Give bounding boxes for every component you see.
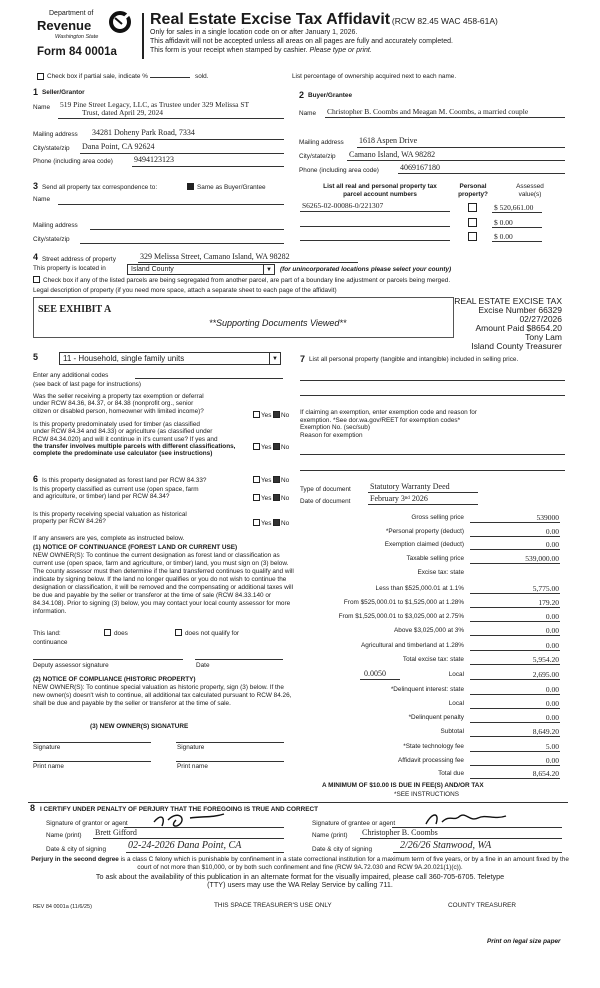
list-percentage-note: List percentage of ownership acquired next to each name.: [292, 73, 457, 80]
seller-mail-label: Mailing address: [33, 131, 78, 138]
grantor-name-label: Name (print): [46, 832, 82, 839]
corr-city-label: City/state/zip: [33, 236, 70, 243]
deputy-sig-label: Deputy assessor signature: [33, 662, 109, 669]
grantor-name[interactable]: Brett Gifford: [95, 828, 137, 837]
yes-label: Yes: [261, 477, 272, 484]
form-number: Form 84 0001a: [37, 46, 117, 58]
compliance-body: NEW OWNER(S): To continue special valuation as historic property, sign (3) below. If the new owner(s) doesn't wish to continue, all additional tax calculated pursuant to RCW 84.26, shall be due and payable by the seller or transferor at the time of sale.: [33, 684, 292, 707]
no-label: No: [281, 520, 290, 527]
correspondence-label: Send all property tax correspondence to:: [42, 184, 158, 191]
grantee-sig-label: Signature of grantee or agent: [312, 820, 396, 827]
calc-row-label: Affidavit processing fee: [398, 757, 464, 764]
yes-label: Yes: [261, 412, 272, 419]
calc-row-value[interactable]: 5,954.20: [470, 655, 560, 665]
exemption-no-checkbox[interactable]: [273, 411, 280, 418]
calc-row-value[interactable]: 0.00: [470, 540, 560, 550]
located-label: This property is located in: [33, 265, 106, 272]
section-3-number: 3: [33, 181, 39, 191]
buyer-phone-label: Phone (including area code): [299, 167, 379, 174]
corr-mail-label: Mailing address: [33, 222, 78, 229]
personal-property-checkbox[interactable]: [468, 203, 477, 212]
buyer-name[interactable]: Christopher B. Coombs and Meagan M. Coombs, a married couple: [327, 107, 529, 116]
calc-row-label: Exemption claimed (deduct): [384, 541, 464, 548]
section-4-number: 4: [33, 252, 39, 262]
seller-name-2: Trust, dated April 29, 2024: [82, 108, 163, 117]
new-owner-sig-title: (3) NEW OWNER(S) SIGNATURE: [90, 723, 189, 730]
buyer-mail-label: Mailing address: [299, 139, 344, 146]
personal-col-header: Personal property?: [458, 183, 488, 198]
calc-row-value[interactable]: 0.00: [470, 626, 560, 636]
form-title: Real Estate Excise Tax Affidavit (RCW 82.45 WAC 458-61A): [150, 11, 498, 28]
continuance-body: NEW OWNER(S): To continue the current designation as forest land or classification as current use (open space, farm and agriculture, or timber) land, you must sign on (3) below. The county assessor must then determine if the land transferred continues to qualify and will indicate by signing below. If the land no longer qualifies or you do not wish to continue the designation or classification, it will be removed and the compensating or additional taxes will be due and payable by the seller or transferor at the time of sale (RCW 84.33.140 or 84.34.108). Prior to signing (3) below, you may contact your local county assessor for more information.: [33, 552, 294, 615]
section-7-number: 7: [300, 354, 306, 364]
section-5-number: 5: [33, 352, 39, 362]
does-not-checkbox[interactable]: [175, 629, 182, 636]
compliance-title: (2) NOTICE OF COMPLIANCE (HISTORIC PROPERTY): [33, 676, 196, 683]
calc-row-value[interactable]: 2,695.00: [470, 670, 560, 680]
header-divider: [142, 13, 144, 59]
this-land-label: This land:: [33, 630, 61, 637]
grantee-name-label: Name (print): [312, 832, 348, 839]
assessed-col-header: Assessed value(s): [516, 183, 544, 198]
revision-label: REV 84 0001a (11/6/25): [33, 904, 92, 910]
calc-row-value[interactable]: 0.00: [470, 756, 560, 766]
timber-no-checkbox[interactable]: [273, 443, 280, 450]
owner-print-name-label: Print name: [177, 763, 208, 770]
section-8-number: 8: [30, 803, 36, 813]
calc-row-label: Above $3,025,000 at 3%: [394, 627, 464, 634]
historic-no-checkbox[interactable]: [273, 519, 280, 526]
intro-line-1: Only for sales in a single location code on or after January 1, 2026.: [150, 29, 358, 36]
property-street[interactable]: 329 Melissa Street, Camano Island, WA 98282: [140, 252, 290, 261]
calc-row-label: Gross selling price: [411, 514, 464, 521]
seller-mail[interactable]: 34281 Doheny Park Road, 7334: [92, 128, 195, 137]
dept-label: Department of: [49, 10, 94, 17]
continuance-label: continuance: [33, 639, 68, 646]
same-as-buyer-checkbox[interactable]: [187, 183, 194, 190]
section-2-number: 2: [299, 90, 305, 100]
grantee-date-label: Date & city of signing: [312, 846, 373, 853]
doc-type[interactable]: Statutory Warranty Deed: [370, 482, 450, 491]
calc-row-value[interactable]: 0.00: [470, 612, 560, 622]
calc-row-label: *Delinquent penalty: [408, 714, 464, 721]
local-rate: 0.0050: [364, 669, 386, 678]
seller-phone-label: Phone (including area code): [33, 158, 113, 165]
calc-row-value[interactable]: 179.20: [470, 598, 560, 608]
timber-yes-checkbox[interactable]: [253, 443, 260, 450]
seller-heading: Seller/Grantor: [42, 89, 85, 96]
any-yes-note: If any answers are yes, complete as instructed below.: [33, 535, 185, 542]
segregated-checkbox[interactable]: [33, 276, 40, 283]
assessed-value[interactable]: $ 0.00: [494, 232, 513, 241]
forest-question: Is this property designated as forest land per RCW 84.33?: [42, 477, 207, 484]
calc-row-value[interactable]: 0.00: [470, 713, 560, 723]
calc-row-label: Taxable selling price: [406, 555, 464, 562]
calc-row-label: Agricultural and timberland at 1.28%: [360, 642, 464, 649]
current-use-yes-checkbox[interactable]: [253, 494, 260, 501]
calc-row-label: Less than $525,000.01 at 1.1%: [375, 585, 464, 592]
no-label: No: [281, 477, 290, 484]
calc-row-value[interactable]: 8,654.20: [470, 769, 560, 779]
county-select[interactable]: Island County ▼: [127, 264, 275, 275]
yes-label: Yes: [261, 520, 272, 527]
same-as-buyer-label: Same as Buyer/Grantee: [197, 184, 266, 191]
calc-row-value[interactable]: 0.00: [470, 641, 560, 651]
street-label: Street address of property: [42, 256, 116, 263]
buyer-city[interactable]: Camano Island, WA 98282: [349, 150, 436, 159]
chevron-down-icon: ▼: [269, 353, 280, 365]
buyer-phone[interactable]: 4069167180: [400, 163, 440, 172]
seller-phone[interactable]: 9494123123: [134, 155, 174, 164]
additional-codes-label: Enter any additional codes: [33, 372, 109, 379]
perjury-notice: Perjury in the second degree is a class C felony which is punishable by confinement in a state correctional institution for a maximum term of five years, or by a fine in an amount fixed by the court of not more than $10,000, or by both such confinement and fine (RCW 9A.72.030 and RCW 9A.20.021(1)(c)).: [31, 856, 569, 871]
assessed-value[interactable]: $ 0.00: [494, 218, 513, 227]
calc-row-label: Total excise tax: state: [402, 656, 464, 663]
legal-description-label: Legal description of property (if you need more space, attach a separate sheet to each page of the affidavit): [33, 287, 337, 294]
buyer-city-label: City/state/zip: [299, 153, 336, 160]
calc-row-value[interactable]: 5,775.00: [470, 584, 560, 594]
personal-property-checkbox[interactable]: [468, 218, 477, 227]
no-label: No: [281, 495, 290, 502]
use-code-select[interactable]: 11 - Household, single family units ▼: [59, 352, 281, 365]
owner-signature-label: Signature: [33, 744, 61, 751]
calc-row-value[interactable]: 0.00: [470, 699, 560, 709]
does-checkbox[interactable]: [104, 629, 111, 636]
yes-label: Yes: [261, 495, 272, 502]
treasurer-stamp: REAL ESTATE EXCISE TAX Excise Number 66329 02/27/2026 Amount Paid $8654.20 Tony Lam Island County Treasurer: [454, 296, 562, 351]
forest-yes-checkbox[interactable]: [253, 476, 260, 483]
owner-print-name-label: Print name: [33, 763, 64, 770]
personal-property-label: List all personal property (tangible and intangible) included in selling price.: [309, 356, 519, 363]
current-use-question: Is this property classified as current use (open space, farm and agriculture, or timber) land per RCW 84.34?: [33, 486, 199, 501]
calc-row-label: Subtotal: [440, 728, 464, 735]
owner-signature-label: Signature: [177, 744, 205, 751]
legal-description-box[interactable]: [33, 297, 454, 338]
alternate-format-note: To ask about the availability of this publication in an alternate format for the visually impaired, please call 360-705-6705. Teletype (TTY) users may use the WA Relay Service by calling 711.: [95, 872, 505, 890]
calc-row-label: *State technology fee: [403, 743, 464, 750]
calc-row-value[interactable]: 8,649.20: [470, 727, 560, 737]
seller-city[interactable]: Dana Point, CA 92624: [82, 142, 155, 151]
calc-row-value[interactable]: 5.00: [470, 742, 560, 752]
assessed-value[interactable]: $ 520,661.00: [494, 203, 534, 212]
calc-row-value[interactable]: 0.00: [470, 685, 560, 695]
historic-question: Is this property receiving special valuation as historical property per RCW 84.26?: [33, 511, 187, 526]
minimum-note: A MINIMUM OF $10.00 IS DUE IN FEE(S) AND/OR TAX: [322, 782, 484, 789]
does-label: does: [114, 630, 128, 637]
treasurer-use-label: THIS SPACE TREASURER'S USE ONLY: [214, 902, 332, 909]
legal-size-note: Print on legal size paper: [487, 938, 561, 945]
state-label: Washington State: [55, 34, 99, 40]
calc-row-value[interactable]: 539000: [470, 513, 560, 523]
seller-name-1: 519 Pine Street Legacy, LLC, as Trustee under 329 Melissa ST: [60, 100, 250, 109]
personal-property-checkbox[interactable]: [468, 232, 477, 241]
county-treasurer-label: COUNTY TREASURER: [448, 902, 516, 909]
revenue-logo: [37, 10, 137, 44]
parcel-number[interactable]: S6265-02-00086-0/221307: [302, 201, 384, 210]
see-instructions: *SEE INSTRUCTIONS: [394, 791, 459, 798]
no-label: No: [281, 412, 290, 419]
parcel-col-header: List all real and personal property tax parcel account numbers: [323, 183, 437, 198]
calc-row-label: From $1,525,000.01 to $3,025,000 at 2.75%: [338, 613, 464, 620]
buyer-name-label: Name: [299, 110, 317, 117]
forest-no-checkbox[interactable]: [273, 476, 280, 483]
revenue-label: Revenue: [37, 18, 92, 33]
partial-sale-checkbox[interactable]: [37, 73, 44, 80]
calc-row-label: *Delinquent interest: state: [390, 686, 464, 693]
does-not-label: does not qualify for: [185, 630, 239, 637]
calc-row-label: *Personal property (deduct): [385, 528, 464, 535]
chevron-down-icon: ▼: [263, 265, 274, 275]
intro-line-3: This form is your receipt when stamped by cashier. Please type or print.: [150, 47, 372, 54]
exemption-question: Was the seller receiving a property tax exemption or deferral under RCW 84.36, 84.37, or 84.38 (nonprofit org., senior citizen or disabled person, homeowner with limited income)?: [33, 393, 204, 415]
calc-row-label: Total due: [438, 770, 464, 777]
no-label: No: [281, 444, 290, 451]
deputy-date-label: Date: [196, 662, 210, 669]
seller-name-label: Name: [33, 104, 51, 111]
calc-row-label: From $525,000.01 to $1,525,000 at 1.28%: [343, 599, 464, 606]
corr-name-label: Name: [33, 196, 51, 203]
doc-date[interactable]: February 3ⁿᵈ 2026: [370, 494, 428, 503]
calc-row-value[interactable]: 0.00: [470, 527, 560, 537]
grantee-date-city[interactable]: 2/26/26 Stanwood, WA: [400, 840, 492, 851]
certify-text: I CERTIFY UNDER PENALTY OF PERJURY THAT THE FOREGOING IS TRUE AND CORRECT: [40, 806, 319, 813]
exemption-claim-label: If claiming an exemption, enter exemption code and reason for exemption. *See dor.wa.gov/REET for exemption codes* Exemption No. (sec/sub) Reason for exemption: [300, 409, 477, 440]
buyer-mail[interactable]: 1618 Aspen Drive: [359, 136, 418, 145]
segregated-label: Check box if any of the listed parcels are being segregated from another parcel, are part of a boundary line adjustment or parcels being merged.: [43, 277, 451, 284]
grantee-name[interactable]: Christopher B. Coombs: [362, 828, 438, 837]
current-use-no-checkbox[interactable]: [273, 494, 280, 501]
exhibit-text: SEE EXHIBIT A: [38, 304, 112, 315]
calc-row-label: Local: [448, 671, 464, 678]
calc-row-value[interactable]: 539,000.00: [470, 554, 560, 564]
timber-question: Is this property predominately used for timber (as classified under RCW 84.34 and 84.33) or agriculture (as classified under RCW 84.34.020) and will it continue in it's current use? If yes and the transfer involves multiple parcels with different classifications, complete the predominate use calculator (see instructions): [33, 421, 236, 458]
section-1-number: 1: [33, 87, 39, 97]
dor-logo-icon: [109, 10, 131, 34]
doc-type-label: Type of document: [300, 486, 351, 493]
calc-row-label: Local: [448, 700, 464, 707]
continuance-title: (1) NOTICE OF CONTINUANCE (FOREST LAND OR CURRENT USE): [33, 544, 238, 551]
grantor-date-label: Date & city of signing: [46, 846, 107, 853]
yes-label: Yes: [261, 444, 272, 451]
exemption-yes-checkbox[interactable]: [253, 411, 260, 418]
docs-viewed-text: **Supporting Documents Viewed**: [209, 318, 347, 328]
calc-row-label: Excise tax: state: [417, 569, 464, 576]
seller-city-label: City/state/zip: [33, 145, 70, 152]
partial-sale-label: Check box if partial sale, indicate % sold.: [47, 73, 209, 80]
county-note: (for unincorporated locations please select your county): [280, 266, 452, 273]
see-last-page: (see back of last page for instructions): [33, 381, 141, 388]
doc-date-label: Date of document: [300, 498, 351, 505]
historic-yes-checkbox[interactable]: [253, 519, 260, 526]
grantor-sig-label: Signature of grantor or agent: [46, 820, 128, 827]
section-6-number: 6: [33, 474, 39, 484]
buyer-heading: Buyer/Grantee: [308, 92, 353, 99]
grantor-date-city[interactable]: 02-24-2026 Dana Point, CA: [128, 840, 242, 851]
intro-line-2: This affidavit will not be accepted unless all areas on all pages are fully and accurately completed.: [150, 38, 453, 45]
